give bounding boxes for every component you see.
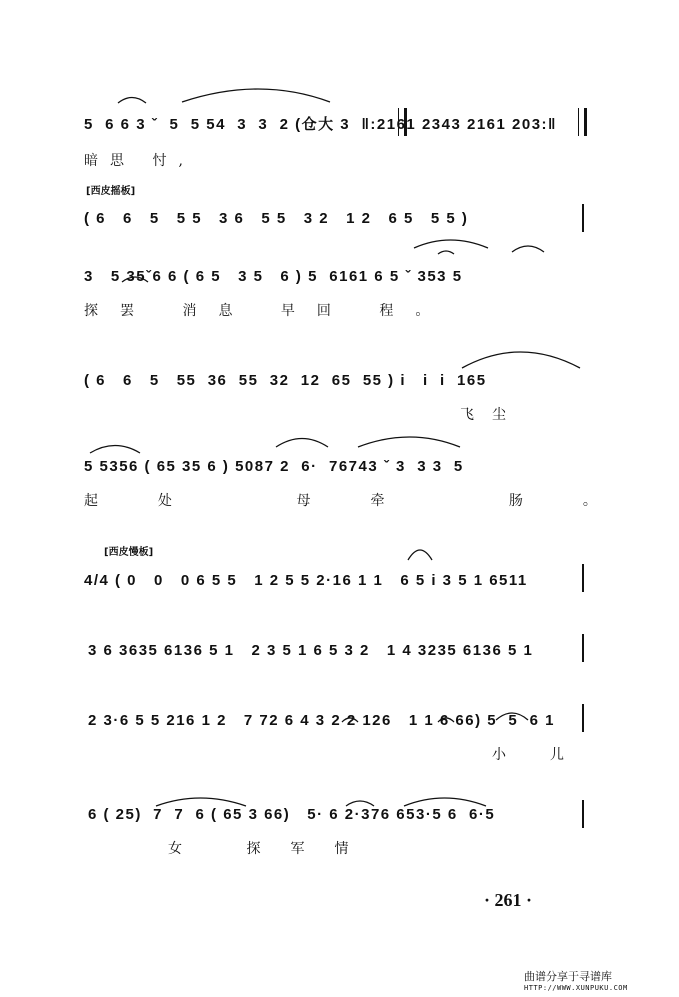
notation-line: 3 5 35ˇ6 6 ( 6 5 3 5 6 ) 5 6161 6 5 ˇ 353 5 <box>84 268 463 285</box>
notation-line: ( 6 6 5 5 5 3 6 5 5 3 2 1 2 6 5 5 5 ) <box>84 210 469 227</box>
repeat-barline <box>578 108 587 136</box>
site-name: 曲谱分享于寻谱库 <box>524 970 612 983</box>
lyric-line: 小儿 <box>492 747 608 763</box>
page-number: · 261 · <box>484 890 533 910</box>
barline <box>582 704 584 732</box>
barline <box>582 634 584 662</box>
notation-line: 5 6 6 3 ˇ 5 5 54 3 3 2 (仓大 3 ‖:2161 2343 2161 203:‖ <box>84 116 558 133</box>
lyric-line: 飞尘 <box>460 407 524 423</box>
notation-line: 3 6 3635 6136 5 1 2 3 5 1 6 5 3 2 1 4 3235 6136 5 1 <box>88 642 534 659</box>
lyric-line: 探罢 消息 早回 程。 <box>84 303 452 319</box>
lyric-line: 起处 母牵 肠。 <box>84 493 657 509</box>
lyric-line: 暗思 忖, <box>84 153 195 169</box>
lyric-line: 女 探军情 <box>168 841 379 857</box>
notation-line: 6 ( 25) 7 7 6 ( 65 3 66) 5· 6 2·376 653·5 6 6·5 <box>88 806 496 823</box>
barline <box>582 204 584 232</box>
barline <box>582 800 584 828</box>
repeat-barline <box>398 108 407 136</box>
notation-line: 4/4 ( 0 0 0 6 5 5 1 2 5 5 2·16 1 1 6 5 i 3 5 1 6511 <box>84 572 528 589</box>
barline <box>582 564 584 592</box>
site-url: HTTP://WWW.XUNPUKU.COM <box>524 984 628 992</box>
notation-line: 5 5356 ( 65 35 6 ) 5087 2 6· 76743 ˇ 3 3 3 5 <box>84 458 464 475</box>
section-label: [西皮慢板] <box>104 547 154 558</box>
section-label: [西皮摇板] <box>86 186 136 197</box>
notation-line: 2 3·6 5 5 216 1 2 7 72 6 4 3 2 2 126 1 1 6 66) 5 5 6 1 <box>88 712 555 729</box>
notation-line: ( 6 6 5 55 36 55 32 12 65 55 ) i i i 165 <box>84 372 487 389</box>
